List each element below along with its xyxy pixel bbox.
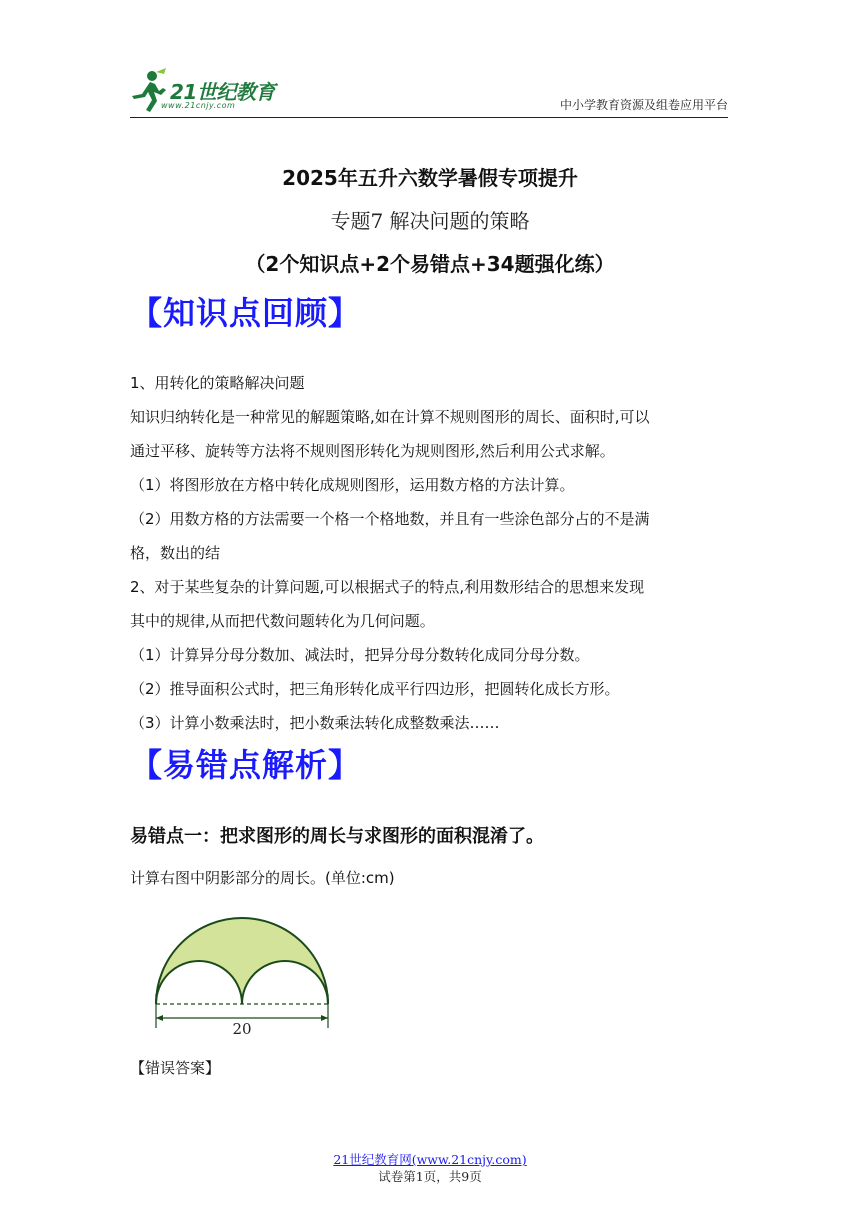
- semicircle-figure: [148, 910, 348, 1036]
- doc-subtitle-counts: （2个知识点+2个易错点+34题强化练）: [245, 252, 615, 276]
- header-divider: [130, 117, 728, 118]
- arrow-left: [156, 1015, 163, 1021]
- knowledge-line: 格，数出的结: [130, 544, 221, 562]
- knowledge-line: （1）计算异分母分数加、减法时，把异分母分数转化成同分母分数。: [130, 646, 590, 664]
- page-number: 试卷第1页，共9页: [378, 1169, 482, 1184]
- knowledge-line: 1、用转化的策略解决问题: [130, 374, 305, 392]
- knowledge-body: [130, 366, 732, 740]
- platform-label: 中小学教育资源及组卷应用平台: [560, 98, 729, 112]
- section-errors-heading: 【易错点解析】: [130, 746, 362, 784]
- knowledge-line: 2、对于某些复杂的计算问题,可以根据式子的特点,利用数形结合的思想来发现: [130, 578, 645, 596]
- knowledge-line: 通过平移、旋转等方法将不规则图形转化为规则图形,然后利用公式求解。: [130, 442, 615, 460]
- error-point-1: 易错点一：把求图形的周长与求图形的面积混淆了。: [130, 826, 544, 847]
- dimension-label: 20: [232, 1020, 252, 1036]
- knowledge-line: （3）计算小数乘法时，把小数乘法转化成整数乘法……: [130, 714, 500, 732]
- footer-link[interactable]: 21世纪教育网(www.21cnjy.com): [333, 1152, 527, 1167]
- doc-subtitle: 专题7 解决问题的策略: [330, 209, 530, 233]
- logo-text: 21世纪教育: [170, 80, 275, 104]
- knowledge-line: （1）将图形放在方格中转化成规则图形，运用数方格的方法计算。: [130, 476, 575, 494]
- knowledge-line: （2）推导面积公式时，把三角形转化成平行四边形，把圆转化成长方形。: [130, 680, 620, 698]
- doc-title: 2025年五升六数学暑假专项提升: [282, 166, 578, 190]
- logo-url[interactable]: www.21cnjy.com: [161, 101, 236, 110]
- knowledge-line: 其中的规律,从而把代数问题转化为几何问题。: [130, 612, 435, 630]
- shaded-region: [156, 918, 328, 1004]
- knowledge-line: 知识归纳转化是一种常见的解题策略,如在计算不规则图形的周长、面积时,可以: [130, 408, 650, 426]
- knowledge-line: （2）用数方格的方法需要一个格一个格地数，并且有一些涂色部分占的不是满: [130, 510, 650, 528]
- wrong-answer-label: 【错误答案】: [130, 1059, 221, 1077]
- question-text: 计算右图中阴影部分的周长。(单位:cm): [130, 869, 395, 887]
- arrow-right: [321, 1015, 328, 1021]
- section-knowledge-heading: 【知识点回顾】: [130, 294, 362, 332]
